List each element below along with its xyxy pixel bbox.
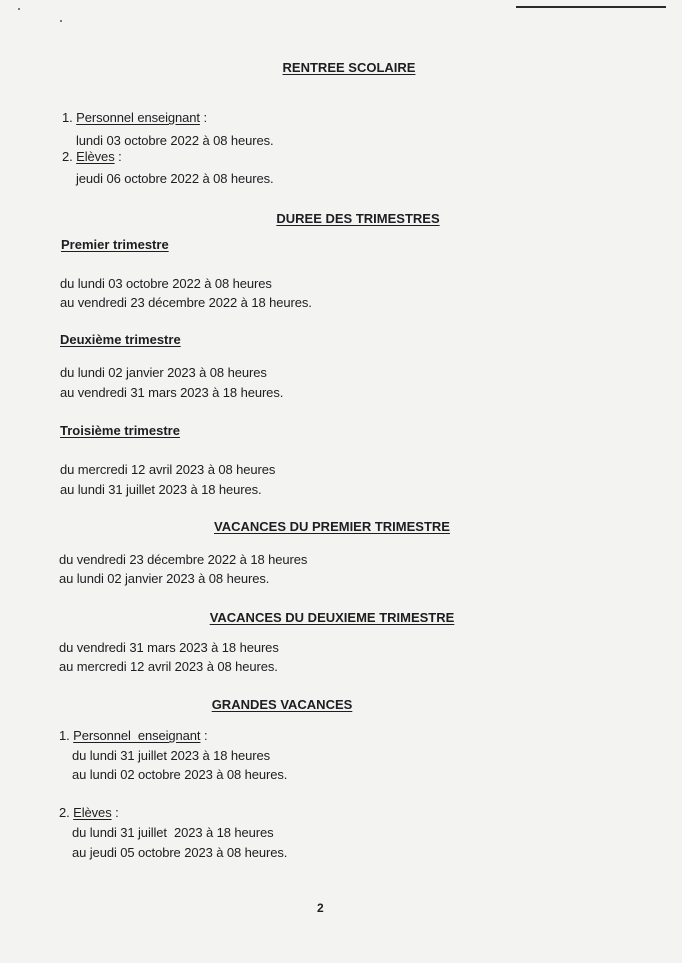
item-label: Elèves <box>76 149 115 164</box>
vacances-premier-to: au lundi 02 janvier 2023 à 08 heures. <box>59 571 270 586</box>
grandes-vacances-students-from: du lundi 31 juillet 2023 à 18 heures <box>72 825 274 840</box>
trimestre-1-to: au vendredi 23 décembre 2022 à 18 heures. <box>60 295 312 310</box>
item-label: Elèves <box>73 805 112 820</box>
trimestre-title-2: Deuxième trimestre <box>60 332 181 347</box>
section-title-vacances-deuxieme: VACANCES DU DEUXIEME TRIMESTRE <box>209 610 455 625</box>
vacances-deuxieme-from: du vendredi 31 mars 2023 à 18 heures <box>59 640 279 655</box>
section-title-trimestres: DUREE DES TRIMESTRES <box>276 211 440 226</box>
scan-speck <box>18 8 20 10</box>
rentree-item-students <box>62 149 122 164</box>
rentree-item-teachers <box>62 110 207 125</box>
item-suffix: : <box>111 805 119 820</box>
trimestre-2-from: du lundi 02 janvier 2023 à 08 heures <box>60 365 267 380</box>
rentree-teachers-date: lundi 03 octobre 2022 à 08 heures. <box>76 133 274 148</box>
item-suffix: : <box>199 110 207 125</box>
section-title-grandes-vacances: GRANDES VACANCES <box>211 697 353 712</box>
section-title-vacances-premier: VACANCES DU PREMIER TRIMESTRE <box>214 519 450 534</box>
list-number: 2. <box>62 149 73 164</box>
vacances-deuxieme-to: au mercredi 12 avril 2023 à 08 heures. <box>59 659 278 674</box>
trimestre-3-from: du mercredi 12 avril 2023 à 08 heures <box>60 462 276 477</box>
trimestre-2-to: au vendredi 31 mars 2023 à 18 heures. <box>60 385 284 400</box>
item-label: Personnel enseignant <box>73 728 201 743</box>
rentree-students-date: jeudi 06 octobre 2022 à 08 heures. <box>76 171 274 186</box>
top-rule <box>516 6 666 8</box>
vacances-premier-from: du vendredi 23 décembre 2022 à 18 heures <box>59 552 308 567</box>
grandes-vacances-item-students <box>59 805 119 820</box>
grandes-vacances-item-teachers <box>59 728 207 743</box>
item-label: Personnel enseignant <box>76 110 200 125</box>
list-number: 1. <box>62 110 73 125</box>
item-suffix: : <box>114 149 122 164</box>
list-number: 1. <box>59 728 70 743</box>
page-number: 2 <box>317 901 324 915</box>
section-title-rentree: RENTREE SCOLAIRE <box>282 60 416 75</box>
trimestre-3-to: au lundi 31 juillet 2023 à 18 heures. <box>60 482 262 497</box>
scan-speck <box>60 20 62 22</box>
list-number: 2. <box>59 805 70 820</box>
grandes-vacances-teachers-to: au lundi 02 octobre 2023 à 08 heures. <box>72 767 288 782</box>
trimestre-1-from: du lundi 03 octobre 2022 à 08 heures <box>60 276 272 291</box>
trimestre-title-3: Troisième trimestre <box>60 423 180 438</box>
grandes-vacances-students-to: au jeudi 05 octobre 2023 à 08 heures. <box>72 845 288 860</box>
item-suffix: : <box>200 728 208 743</box>
trimestre-title-1: Premier trimestre <box>61 237 169 252</box>
grandes-vacances-teachers-from: du lundi 31 juillet 2023 à 18 heures <box>72 748 271 763</box>
